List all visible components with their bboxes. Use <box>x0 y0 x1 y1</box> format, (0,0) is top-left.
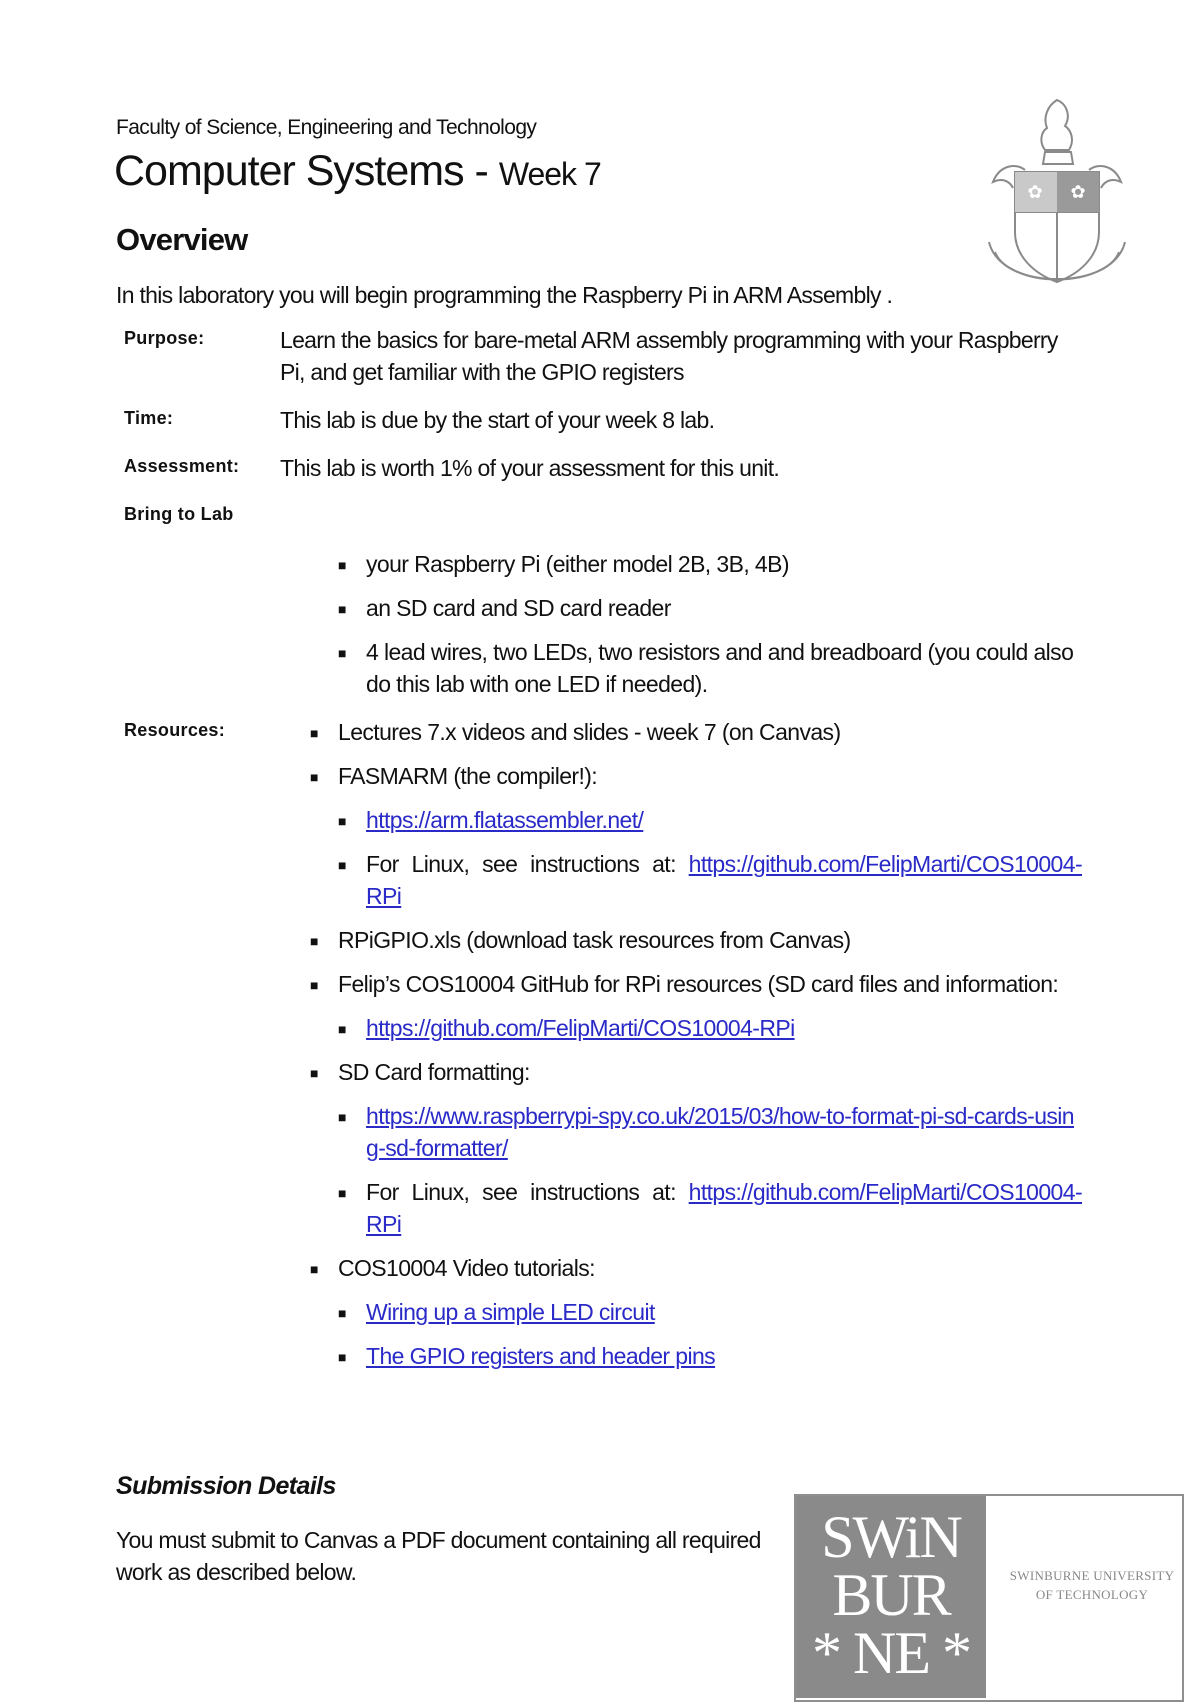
page-title <box>114 148 601 195</box>
linux-prefix-2: For Linux, see instructions at: <box>366 1179 689 1205</box>
logo-sub-line-2: OF TECHNOLOGY <box>1035 1587 1149 1602</box>
university-crest-icon <box>985 92 1130 302</box>
linux-instructions-link[interactable]: https://github.com/FelipMarti/COS10004-RPi <box>366 851 1082 909</box>
linux-prefix: For Linux, see instructions at: <box>366 851 689 877</box>
overview-heading: Overview <box>116 222 248 257</box>
felip-github-link[interactable]: https://github.com/FelipMarti/COS10004-RPi <box>366 1015 795 1041</box>
resource-linux-item-2 <box>338 1176 1082 1240</box>
bring-to-lab-label: Bring to Lab <box>124 504 234 524</box>
logo-line-2: BUR <box>832 1562 950 1628</box>
title-main: Computer Systems <box>114 147 464 195</box>
submission-heading: Submission Details <box>116 1472 336 1500</box>
resource-sdcard-link-item <box>338 1100 1082 1164</box>
video-led-circuit-link[interactable]: Wiring up a simple LED circuit <box>366 1299 655 1325</box>
bring-item: ■ 4 lead wires, two LEDs, two resistors and and breadboard (you could also do this lab with one LED if needed). <box>338 636 1082 700</box>
logo-university-name <box>1004 1566 1180 1604</box>
resource-sdcard: ■ SD Card formatting: <box>310 1056 1082 1088</box>
logo-line-1: SWiN <box>821 1504 961 1570</box>
assessment-value: This lab is worth 1% of your assessment for this unit. <box>280 455 780 481</box>
svg-text:✿: ✿ <box>1070 182 1086 203</box>
swinburne-logo <box>796 1496 986 1698</box>
assessment-label: Assessment: <box>124 456 240 476</box>
title-week: Week 7 <box>498 156 601 192</box>
resource-linux-item <box>338 848 1082 912</box>
resource-rpigpio: ■ RPiGPIO.xls (download task resources from Canvas) <box>310 924 1082 956</box>
fasmarm-link[interactable]: https://arm.flatassembler.net/ <box>366 807 644 833</box>
logo-line-3: * NE * <box>812 1620 970 1686</box>
resource-fasmarm-link-item <box>338 804 1082 836</box>
bring-item: ■ your Raspberry Pi (either model 2B, 3B, 4B) <box>338 548 1082 580</box>
resource-videos: ■ COS10004 Video tutorials: <box>310 1252 1082 1284</box>
bring-list <box>338 548 1082 712</box>
resource-felip-github: ■ Felip’s COS10004 GitHub for RPi resources (SD card files and information: <box>310 968 1082 1000</box>
bring-item: ■ an SD card and SD card reader <box>338 592 1082 624</box>
linux-instructions-link-2[interactable]: https://github.com/FelipMarti/COS10004-RPi <box>366 1179 1082 1237</box>
resources-list <box>310 716 1082 1384</box>
title-separator: - <box>463 147 499 195</box>
purpose-value: Learn the basics for bare-metal ARM assembly programming with your Raspberry Pi, and get familiar with the GPIO registers <box>280 327 1058 385</box>
sdcard-format-link[interactable]: https://www.raspberrypi-spy.co.uk/2015/03/how-to-format-pi-sd-cards-using-sd-formatter/ <box>366 1103 1074 1161</box>
purpose-label: Purpose: <box>124 328 205 348</box>
resource-video-1-item <box>338 1296 1082 1328</box>
resource-lectures: ■ Lectures 7.x videos and slides - week 7 (on Canvas) <box>310 716 1082 748</box>
faculty-name: Faculty of Science, Engineering and Technology <box>116 116 537 139</box>
time-label: Time: <box>124 408 174 428</box>
resource-fasmarm: ■ FASMARM (the compiler!): <box>310 760 1082 792</box>
resources-label: Resources: <box>124 720 226 740</box>
video-gpio-registers-link[interactable]: The GPIO registers and header pins <box>366 1343 716 1369</box>
logo-sub-line-1: SWINBURNE UNIVERSITY <box>1009 1568 1175 1583</box>
svg-text:✿: ✿ <box>1027 182 1043 203</box>
time-value: This lab is due by the start of your week 8 lab. <box>280 407 715 433</box>
resource-felip-link-item <box>338 1012 1082 1044</box>
resource-video-2-item <box>338 1340 1082 1372</box>
submission-text: You must submit to Canvas a PDF document containing all required work as described below. <box>116 1527 761 1585</box>
overview-intro: In this laboratory you will begin programming the Raspberry Pi in ARM Assembly . <box>116 282 893 308</box>
